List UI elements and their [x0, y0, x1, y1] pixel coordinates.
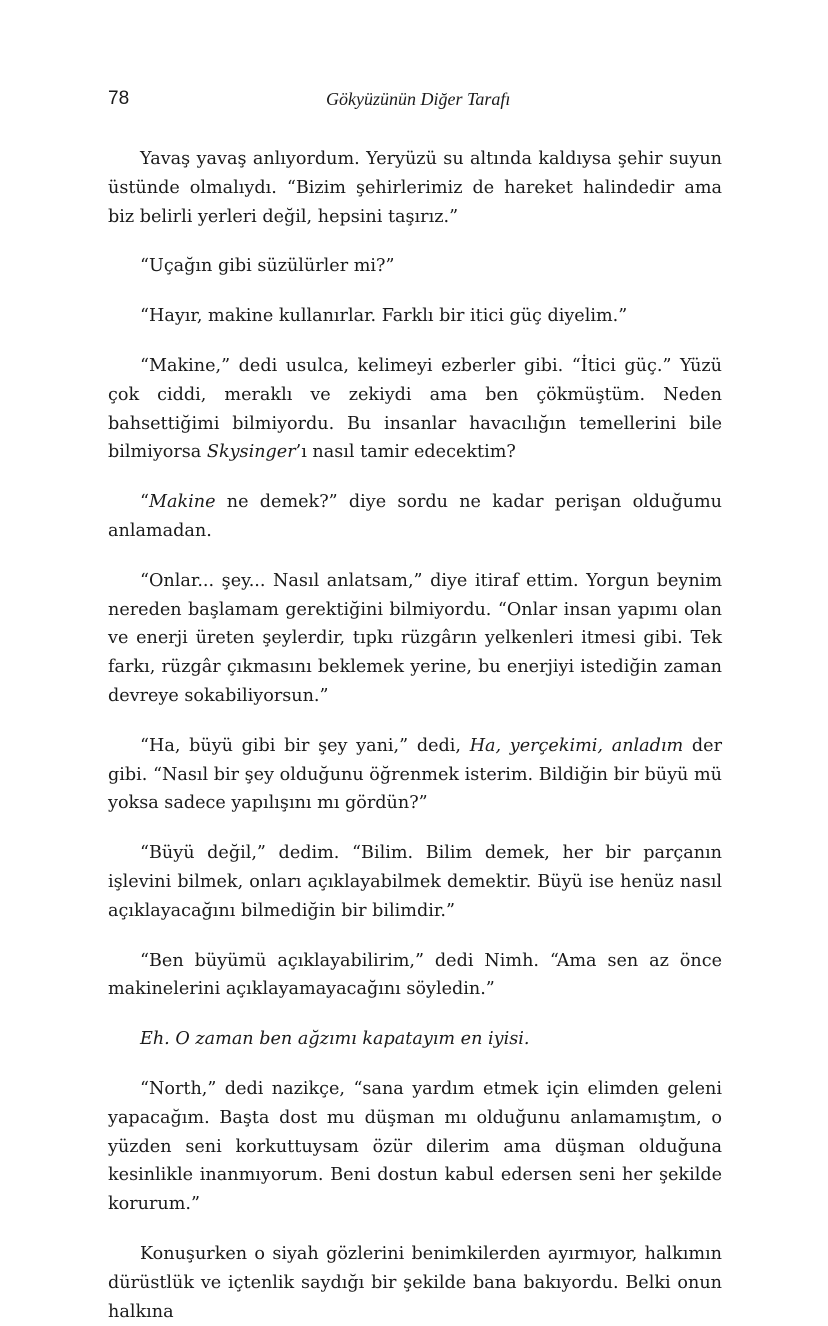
paragraph [108, 1075, 722, 1219]
paragraph [108, 839, 722, 925]
body-text [108, 145, 722, 1326]
text-segment: “Makine,” dedi usulca, kelimeyi ezberler gibi. “İtici güç.” Yüzü çok ciddi, meraklı ve zekiydi ama ben çökmüştüm. Neden bahsettiğimi bilmiyordu. Bu insanlar havacılığın temellerini bile bilmiyorsa [108, 355, 722, 463]
paragraph [108, 1025, 722, 1054]
paragraph [108, 947, 722, 1005]
paragraph [108, 352, 722, 467]
italic-text: Skysinger [206, 442, 296, 463]
page-number: 78 [108, 88, 130, 109]
paragraph [108, 488, 722, 546]
paragraph [108, 732, 722, 818]
text-segment: “Ben büyümü açıklayabilirim,” dedi Nimh. “Ama sen az önce makinelerini açıklayamayacağını söyledin.” [108, 950, 722, 1000]
text-segment: “Onlar... şey... Nasıl anlatsam,” diye itiraf ettim. Yorgun beynim nereden başlamam gerektiğini bilmiyordu. “Onlar insan yapımı olan ve enerji üreten şeylerdir, tıpkı rüzgârın yelkenleri itmesi gibi. Tek farkı, rüzgâr çıkmasını beklemek yerine, bu enerjiyi istediğin zaman devreye sokabiliyorsun.” [108, 570, 722, 706]
italic-text: Makine [149, 492, 216, 513]
text-segment: “ [140, 492, 149, 513]
paragraph [108, 302, 722, 331]
text-segment: ne demek?” diye sordu ne kadar perişan olduğumu anlamadan. [108, 492, 722, 541]
running-title: Gökyüzünün Diğer Tarafı [326, 89, 511, 109]
text-segment: “Hayır, makine kullanırlar. Farklı bir itici güç diyelim.” [140, 306, 628, 327]
page-header [108, 88, 720, 118]
italic-text: Ha, yerçekimi, anladım [469, 735, 684, 756]
italic-text: Eh. O zaman ben ağzımı kapatayım en iyisi. [140, 1029, 530, 1050]
paragraph [108, 567, 722, 711]
text-segment: “North,” dedi nazikçe, “sana yardım etmek için elimden geleni yapacağım. Başta dost mu düşman mı olduğunu anlamamıştım, o yüzden seni korkuttuysam özür dilerim ama düşman olduğuna kesinlikle inanmıyorum. Beni dostun kabul edersen seni her şekilde korurum.” [108, 1078, 722, 1215]
text-segment: Konuşurken o siyah gözlerini benimkilerden ayırmıyor, halkımın dürüstlük ve içtenlik saydığı bir şekilde bana bakıyordu. Belki onun halkına [108, 1243, 722, 1322]
text-segment: ’ı nasıl tamir edecektim? [295, 442, 516, 463]
paragraph [108, 145, 722, 231]
text-segment: “Büyü değil,” dedim. “Bilim. Bilim demek, her bir parçanın işlevini bilmek, onları açıklayabilmek demektir. Büyü ise henüz nasıl açıklayacağını bilmediğin bir bilimdir.” [108, 843, 722, 921]
text-segment: Yavaş yavaş anlıyordum. Yeryüzü su altında kaldıysa şehir suyun üstünde olmalıydı. “Bizim şehirlerimiz de hareket halindedir ama biz belirli yerleri değil, hepsini taşırız.” [108, 149, 722, 227]
paragraph [108, 252, 722, 281]
text-segment: der gibi. “Nasıl bir şey olduğunu öğrenmek isterim. Bildiğin bir büyü mü yoksa sadece yapılışını mı gördün?” [108, 735, 722, 814]
text-segment: “Uçağın gibi süzülürler mi?” [140, 256, 395, 277]
paragraph [108, 1240, 722, 1326]
text-segment: “Ha, büyü gibi bir şey yani,” dedi, [140, 735, 470, 756]
